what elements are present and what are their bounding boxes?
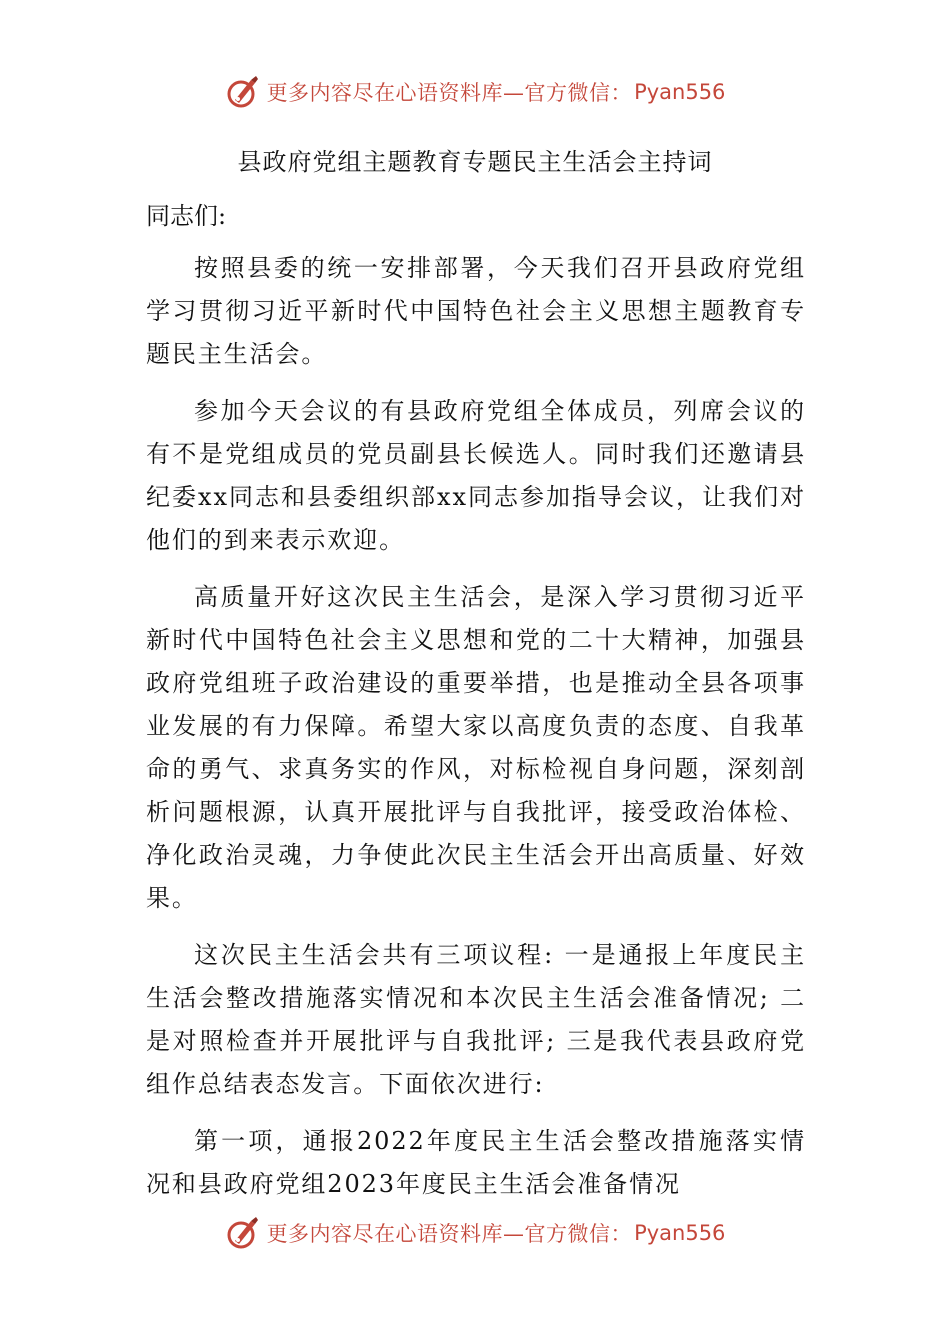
salutation: 同志们: <box>146 202 227 230</box>
watermark-text: 更多内容尽在心语资料库—官方微信： <box>266 1222 633 1246</box>
paragraph: 第一项，通报2022年度民主生活会整改措施落实情况和县政府党组2023年度民主生活会准备情况 <box>146 1127 806 1198</box>
paragraph: 高质量开好这次民主生活会，是深入学习贯彻习近平新时代中国特色社会主义思想和党的二十大精神，加强县政府党组班子政治建设的重要举措，也是推动全县各项事业发展的有力保障。希望大家以高度负责的态度、自我革命的勇气、求真务实的作风，对标检视自身问题，深刻剖析问题根源，认真开展批评与自我批评，接受政治体检、净化政治灵魂，力争使此次民主生活会开出高质量、好效果。 <box>146 583 806 912</box>
paragraph: 按照县委的统一安排部署，今天我们召开县政府党组学习贯彻习近平新时代中国特色社会主义思想主题教育专题民主生活会。 <box>146 254 806 368</box>
pen-nib-logo-icon <box>225 74 261 110</box>
paragraph: 参加今天会议的有县政府党组全体成员，列席会议的有不是党组成员的党员副县长候选人。同时我们还邀请县纪委xx同志和县委组织部xx同志参加指导会议，让我们对他们的到来表示欢迎。 <box>146 397 806 554</box>
watermark-wechat-id: Pyan556 <box>634 1221 726 1245</box>
paragraph: 这次民主生活会共有三项议程: 一是通报上年度民主生活会整改措施落实情况和本次民主生活会准备情况; 二是对照检查并开展批评与自我批评; 三是我代表县政府党组作总结表态发言。下面依次进行: <box>146 941 806 1098</box>
document-body <box>146 247 806 1220</box>
pen-nib-logo-icon <box>225 1215 261 1251</box>
watermark-text: 更多内容尽在心语资料库—官方微信： <box>266 81 633 105</box>
document-title: 县政府党组主题教育专题民主生活会主持词 <box>237 148 713 176</box>
watermark-wechat-id: Pyan556 <box>634 80 726 104</box>
watermark-footer <box>0 1213 950 1253</box>
watermark-header <box>0 72 950 112</box>
